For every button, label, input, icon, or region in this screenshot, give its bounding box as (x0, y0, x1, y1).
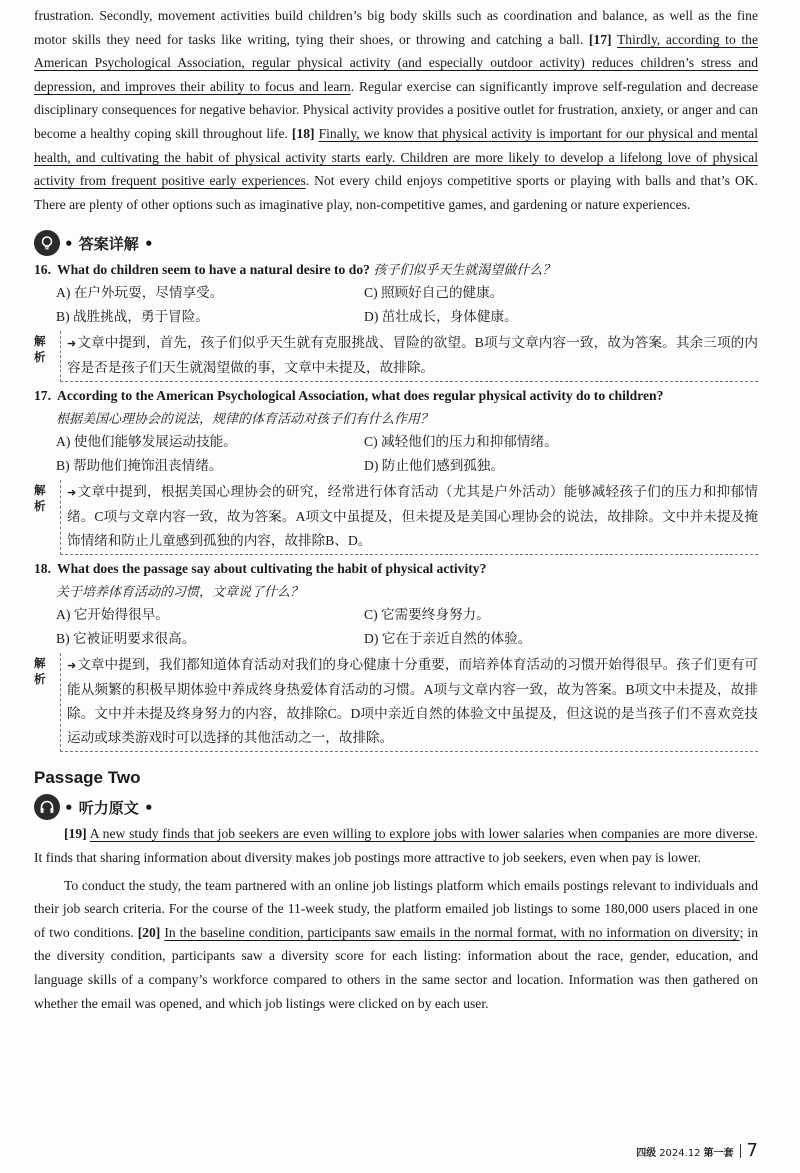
listening-section-header (34, 794, 758, 820)
option-c: C) 减轻他们的压力和抑郁情绪。 (364, 434, 558, 450)
question-17: 17. According to the American Psychological Association, what does regular physical activity do to children? 根据美国心理协会的说法，规律的体育活动对孩子们有什么作用？ A) 使他们能够发展运动技能。 C) 减轻他们的压力和抑郁情绪。 B) 帮助他们掩饰沮丧情绪。 D) 防止他们感到孤独。 解析 ➜文章中提到，根据美国心理协会的研究，经常进行体育活动（尤其是户外活动）能够减轻孩子们的压力和抑郁情绪。C项与文章内容一致，故为答案。A项文中虽提及，但未提及是美国心理协会的说法，故排除。文中并未提及掩饰情绪和防止儿童感到孤独的内容，故排除B、D。 (34, 384, 758, 555)
explanation-16: 解析 ➜文章中提到，首先，孩子们似乎天生就有克服挑战、冒险的欲望。B项与文章内容一致，故为答案。其余三项的内容是否是孩子们天生就渴望做的事，文章中未提及，故排除。 (34, 331, 758, 382)
arrow-icon: ➜ (67, 338, 77, 351)
option-a: A) 使他们能够发展运动技能。 (56, 434, 237, 450)
exam-set: 第一套 (703, 1148, 734, 1159)
headphones-icon (34, 794, 60, 820)
underlined-17: Thirdly, according to the American Psychological Association, regular physical activity (and especially outdoor activity) reduces children’s stress and depression, and improves their ability to focus and learn (34, 31, 759, 94)
option-b: B) 战胜挑战，勇于冒险。 (56, 309, 209, 325)
explanation-17: 解析 ➜文章中提到，根据美国心理协会的研究，经常进行体育活动（尤其是户外活动）能够减轻孩子们的压力和抑郁情绪。C项与文章内容一致，故为答案。A项文中虽提及，但未提及是美国心理协会的说法，故排除。文中并未提及掩饰情绪和防止儿童感到孤独的内容，故排除B、D。 (34, 480, 758, 555)
page-number: 7 (746, 1140, 758, 1161)
option-d: D) 它在于亲近自然的体验。 (364, 631, 532, 647)
question-18-en: What does the passage say about cultivating the habit of physical activity? (57, 561, 487, 577)
question-16-en: What do children seem to have a natural desire to do? (57, 262, 370, 278)
passage-one-continuation: frustration. Secondly, movement activities build children’s big body skills such as coordination and balance, as well as the fine motor skills they need for tasks like writing, tying their shoes, or throwing and catching a ball. [17] Thirdly, according to the American Psychological Association, regular physical activity (and especially outdoor activity) reduces children’s stress and depression, and improves their ability to focus and learn. Regular exercise can significantly improve self-regulation and decrease disciplinary consequences for negative behavior. Physical activity provides a positive outlet for frustration, anxiety, or anger and can become a healthy coping skill throughout life. [18] Finally, we know that physical activity is important for our physical and mental health, and cultivating the habit of physical activity starts early. Children are more likely to develop a lifelong love of physical activity from frequent positive early experiences. Not every child enjoys competitive sports or playing with balls and that’s OK. There are plenty of other options such as imaginative play, non-competitive games, and gardening or nature experiences. (34, 8, 759, 212)
explanation-label: 解析 (34, 656, 46, 687)
question-17-en: According to the American Psychological Association, what does regular physical activity do to children? (57, 388, 664, 404)
option-d: D) 茁壮成长，身体健康。 (364, 309, 518, 325)
arrow-icon: ➜ (67, 487, 77, 500)
marker-18: [18] (291, 125, 315, 141)
question-16: 16. What do children seem to have a natural desire to do? 孩子们似乎天生就渴望做什么？ A) 在户外玩耍，尽情享受。 C) 照顾好自己的健康。 B) 战胜挑战，勇于冒险。 D) 茁壮成长，身体健康。 解析 ➜文章中提到，首先，孩子们似乎天生就有克服挑战、冒险的欲望。B项与文章内容一致，故为答案。其余三项的内容是否是孩子们天生就渴望做的事，文章中未提及，故排除。 (34, 258, 758, 382)
arrow-icon: ➜ (67, 660, 77, 673)
marker-17: [17] (588, 31, 612, 47)
passage-two-title: Passage Two (34, 768, 141, 788)
option-c: C) 照顾好自己的健康。 (364, 285, 504, 301)
option-d: D) 防止他们感到孤独。 (364, 458, 505, 474)
underlined-19: A new study finds that job seekers are even willing to explore jobs with lower salaries when companies are more diverse (89, 826, 755, 842)
question-18: 18. What does the passage say about cultivating the habit of physical activity? 关于培养体育活动的习惯，文章说了什么？ A) 它开始得很早。 C) 它需要终身努力。 B) 它被证明要求很高。 D) 它在于亲近自然的体验。 解析 ➜文章中提到，我们都知道体育活动对我们的身心健康十分重要，而培养体育活动的习惯开始得很早。孩子们更有可能从频繁的积极早期体验中养成终身热爱体育活动的习惯。A项与文章内容一致，故为答案。B项文中未提及，故排除。文中并未提及终身努力的内容，故排除C。D项中亲近自然的体验文中虽提及，但这说的是当孩子们不喜欢竞技运动或球类游戏时可以选择的其他活动之一，故排除。 (34, 557, 758, 752)
option-a: A) 在户外玩耍，尽情享受。 (56, 285, 224, 301)
footer-divider (740, 1144, 741, 1158)
explanation-label: 解析 (34, 334, 46, 365)
answers-section-header (34, 230, 758, 256)
option-b: B) 它被证明要求很高。 (56, 631, 196, 647)
question-17-cn: 根据美国心理协会的说法，规律的体育活动对孩子们有什么作用？ (56, 411, 434, 427)
marker-20: [20] (137, 924, 161, 940)
passage-two-paragraph-2: To conduct the study, the team partnered with an online job listings platform which emails postings relevant to individuals and their job search criteria. For the course of the 11-week study, the platform emailed job listings to some 180,000 users placed in one of two conditions. [20] In the baseline condition, participants saw emails in the normal format, with no information on diversity; in the diversity condition, participants saw a diversity score for each listing: information about the race, gender, education, and language skills of a company’s workforce compared to others in the same sector and location. Information was then gathered on whether the email was opened, and which job listings were clicked on by each user. (34, 877, 758, 1011)
exam-edition: 2024.12 (659, 1148, 701, 1159)
option-c: C) 它需要终身努力。 (364, 607, 490, 623)
listening-title: • 听力原文 • (64, 798, 154, 817)
explanation-label: 解析 (34, 483, 46, 514)
question-16-cn: 孩子们似乎天生就渴望做什么？ (373, 262, 556, 278)
underlined-18: Finally, we know that physical activity is important for our physical and mental health, and cultivating the habit of physical activity starts early. Children are more likely to develop a lifelong love of physical activity from frequent positive early experiences (34, 125, 758, 189)
option-b: B) 帮助他们掩饰沮丧情绪。 (56, 458, 223, 474)
lightbulb-icon (34, 230, 60, 256)
question-18-cn: 关于培养体育活动的习惯，文章说了什么？ (56, 584, 304, 600)
answers-title: • 答案详解 • (64, 234, 154, 253)
page-footer (636, 1140, 758, 1161)
exam-level: 四级 (636, 1148, 657, 1159)
marker-19: [19] (64, 826, 87, 842)
passage-two-paragraph-1: [19] A new study finds that job seekers are even willing to explore jobs with lower salaries when companies are more diverse. It finds that sharing information about diversity makes job postings more attractive to job seekers, even when pay is lower. (34, 826, 758, 865)
option-a: A) 它开始得很早。 (56, 607, 169, 623)
underlined-20: In the baseline condition, participants saw emails in the normal format, with no information on diversity (164, 924, 740, 940)
explanation-18: 解析 ➜文章中提到，我们都知道体育活动对我们的身心健康十分重要，而培养体育活动的习惯开始得很早。孩子们更有可能从频繁的积极早期体验中养成终身热爱体育活动的习惯。A项与文章内容一致，故为答案。B项文中未提及，故排除。文中并未提及终身努力的内容，故排除C。D项中亲近自然的体验文中虽提及，但这说的是当孩子们不喜欢竞技运动或球类游戏时可以选择的其他活动之一，故排除。 (34, 653, 758, 752)
